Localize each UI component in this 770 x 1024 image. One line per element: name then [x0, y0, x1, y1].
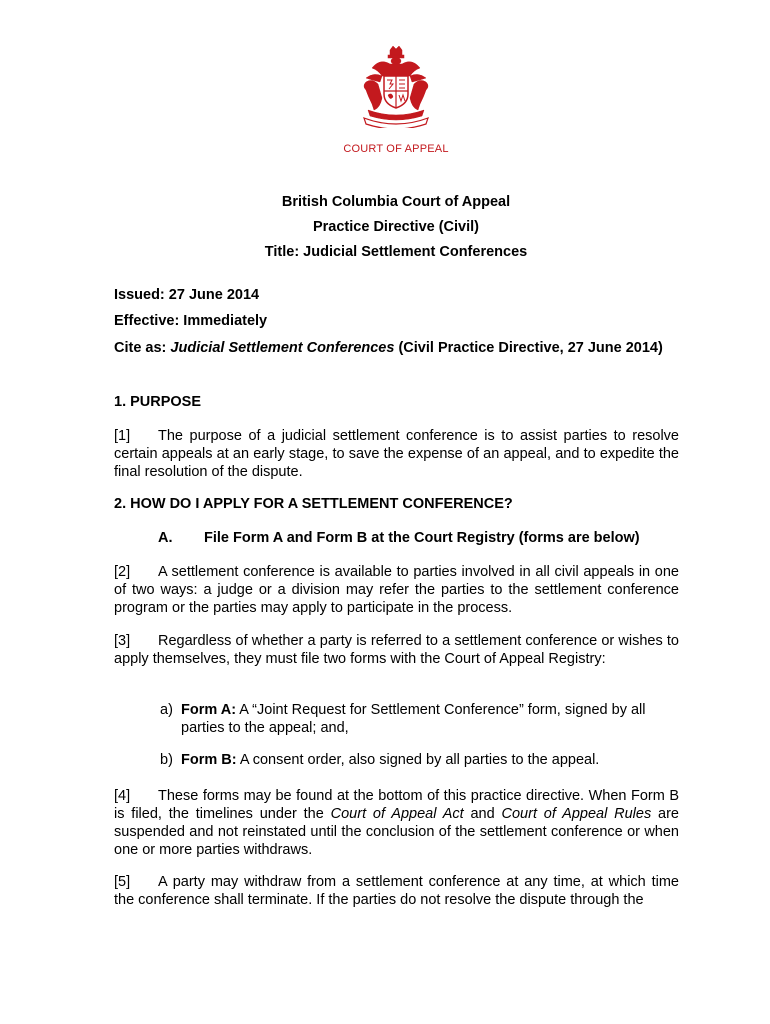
paragraph-number: [4] — [114, 788, 131, 804]
paragraph-number: [3] — [114, 633, 131, 649]
subsection-text: File Form A and Form B at the Court Registry (forms are below) — [204, 530, 640, 546]
citation — [114, 339, 679, 357]
paragraph-number: [5] — [114, 874, 131, 890]
directive-type-title: Practice Directive (Civil) — [312, 219, 480, 235]
form-a-label: Form A: — [181, 702, 237, 718]
court-of-appeal-act-ref: Court of Appeal Act — [330, 806, 464, 822]
paragraph-number: [1] — [114, 428, 131, 444]
subsection-letter: A. — [158, 530, 173, 546]
paragraph-text: A settlement conference is available to parties involved in all civil appeals in one of two ways: a judge or a division may refer the parties to the settlement conference program or the parties may apply to participate in the process. — [114, 564, 679, 616]
directive-title: Title: Judicial Settlement Conferences — [264, 244, 528, 260]
court-of-appeal-rules-ref: Court of Appeal Rules — [501, 806, 652, 822]
section-apply-heading: 2. HOW DO I APPLY FOR A SETTLEMENT CONFERENCE? — [114, 496, 513, 512]
paragraph-text: These forms may be found at the bottom of this practice directive. When Form B is filed, the timelines under the — [114, 788, 679, 822]
form-b-text: A consent order, also signed by all parties to the appeal. — [236, 752, 600, 768]
list-item-form-b — [160, 751, 680, 769]
paragraph-text: and — [463, 806, 502, 822]
paragraph-text: The purpose of a judicial settlement conference is to assist parties to resolve certain appeals at an early stage, to save the expense of an appeal, and to expedite the final resolution of the dispute. — [114, 428, 679, 480]
paragraph-3 — [114, 632, 679, 668]
list-body — [160, 751, 680, 769]
section-purpose-heading: 1. PURPOSE — [114, 394, 202, 410]
court-of-appeal-label: COURT OF APPEAL — [343, 143, 449, 155]
issued-date: Issued: 27 June 2014 — [114, 287, 260, 303]
citation-title: Judicial Settlement Conferences — [170, 340, 395, 356]
paragraph-number: [2] — [114, 564, 131, 580]
paragraph-5 — [114, 873, 679, 909]
paragraph-2 — [114, 563, 679, 617]
court-name-title: British Columbia Court of Appeal — [281, 194, 511, 210]
citation-suffix: (Civil Practice Directive, 27 June 2014) — [394, 340, 663, 356]
paragraph-text: are suspended and not reinstated until the conclusion of the settlement conference or when one or more parties withdraws. — [114, 806, 679, 858]
royal-coat-of-arms-icon — [358, 46, 434, 128]
citation-prefix: Cite as: — [114, 340, 171, 356]
paragraph-1 — [114, 427, 679, 481]
list-body — [160, 701, 680, 737]
list-marker: b) — [160, 752, 173, 768]
subsection-a-heading — [158, 530, 640, 546]
paragraph-4 — [114, 787, 679, 859]
effective-date: Effective: Immediately — [114, 313, 268, 329]
form-b-label: Form B: — [181, 752, 237, 768]
paragraph-text: Regardless of whether a party is referred to a settlement conference or wishes to apply themselves, they must file two forms with the Court of Appeal Registry: — [114, 633, 679, 667]
list-marker: a) — [160, 702, 173, 718]
paragraph-text: A party may withdraw from a settlement conference at any time, at which time the conference shall terminate. If the parties do not resolve the dispute through the — [114, 874, 679, 908]
list-item-form-a — [160, 701, 680, 737]
form-a-text: A “Joint Request for Settlement Conference” form, signed by all parties to the appeal; and, — [181, 702, 646, 736]
